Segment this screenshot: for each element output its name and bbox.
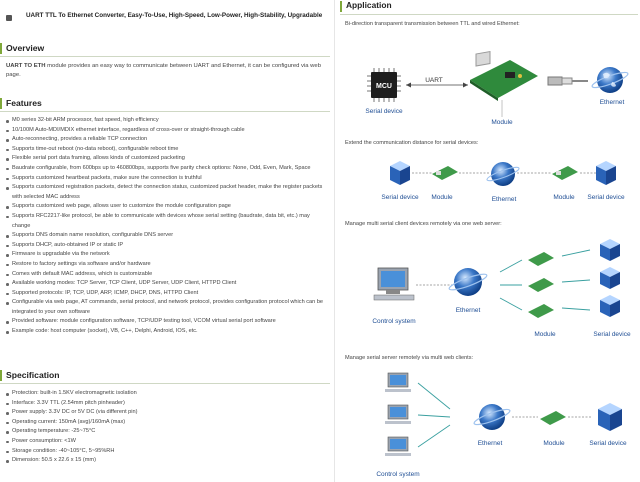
specification-heading-text: Specification bbox=[6, 370, 60, 380]
computer-icon bbox=[374, 268, 414, 300]
spec-item: Interface: 3.3V TTL (2.54mm pitch pinheader) bbox=[6, 399, 328, 409]
cube-icon bbox=[390, 161, 410, 185]
caption-4: Manage serial server remotely via multi web clients: bbox=[345, 355, 474, 361]
feature-item: Flexible serial port data framing, allows kinds of customized packeting bbox=[6, 154, 328, 164]
module-label: Module bbox=[543, 440, 565, 447]
module-label: Module bbox=[534, 331, 556, 338]
module-board-icon bbox=[432, 166, 458, 180]
arrow-group bbox=[500, 260, 522, 310]
application-heading bbox=[340, 0, 638, 15]
feature-item: Auto-reconnecting, provides a reliable TCP connection bbox=[6, 135, 328, 145]
globe-icon bbox=[473, 404, 511, 430]
module-board-icon bbox=[528, 304, 554, 318]
globe-icon bbox=[591, 67, 629, 93]
uart-label: UART bbox=[425, 77, 443, 84]
heading-accent-bar bbox=[0, 98, 2, 109]
control-system-label: Control system bbox=[372, 318, 416, 325]
ethernet-cable-icon bbox=[548, 77, 588, 85]
overview-heading bbox=[0, 42, 330, 57]
features-heading-text: Features bbox=[6, 98, 42, 108]
spec-item: Dimension: 50.5 x 22.6 x 15 (mm) bbox=[6, 456, 328, 466]
specification-heading bbox=[0, 369, 330, 384]
serial-device-label: Serial device bbox=[587, 194, 625, 201]
feature-item: Supports RFC2217-like protocol, be able to communicate with devices whose serial setting (baudrate, data bit, etc.) may change bbox=[6, 212, 328, 231]
feature-item: Supports DHCP, auto-obtained IP or static IP bbox=[6, 241, 328, 251]
spec-item: Operating current: 150mA (avg)/160mA (max) bbox=[6, 418, 328, 428]
heading-accent-bar bbox=[340, 1, 342, 12]
diagram-multi-web-client bbox=[340, 365, 640, 480]
cube-icon bbox=[600, 267, 620, 289]
product-title: UART TTL To Ethernet Converter, Easy-To-Use, High-Speed, Low-Power, High-Stability, Upgradable bbox=[26, 12, 323, 19]
feature-item: M0 series 32-bit ARM processor, fast speed, high efficiency bbox=[6, 116, 328, 126]
cube-icon bbox=[596, 161, 616, 185]
product-title-row bbox=[0, 12, 332, 26]
cube-icon bbox=[600, 295, 620, 317]
feature-item: Configurable via web page, AT commands, serial protocol, and network protocol, provides configuration protocol which can be integrated to your own software bbox=[6, 298, 328, 317]
spec-item: Storage condition: -40~105°C, 5~95%RH bbox=[6, 447, 328, 457]
heading-accent-bar bbox=[0, 370, 2, 381]
globe-icon bbox=[486, 162, 520, 186]
globe-icon bbox=[448, 268, 488, 296]
bullet-icon bbox=[6, 15, 12, 21]
computer-icon bbox=[385, 437, 411, 456]
overview-rest: module provides an easy way to communicate between UART and Ethernet, it can be configured via web page. bbox=[6, 63, 321, 78]
feature-item: Restore to factory settings via software and/or hardware bbox=[6, 260, 328, 270]
feature-item: Supported protocols: IP, TCP, UDP, ARP, ICMP, DHCP, DNS, HTTPD Client bbox=[6, 289, 328, 299]
module-board-icon bbox=[552, 166, 578, 180]
arrow-head-icon bbox=[463, 83, 468, 88]
control-system-label: Control system bbox=[376, 471, 420, 478]
feature-item: Provided software: module configuration software, TCP/UDP testing tool, VCOM virtual serial port software bbox=[6, 317, 328, 327]
mcu-label: MCU bbox=[376, 83, 392, 90]
feature-item: Comes with default MAC address, which is customizable bbox=[6, 270, 328, 280]
diagram-ttl-ethernet bbox=[340, 30, 640, 130]
module-board-icon bbox=[540, 411, 566, 425]
module-board-icon bbox=[528, 278, 554, 292]
application-heading-text: Application bbox=[346, 0, 392, 10]
feature-item: Example code: host computer (socket), VB, C++, Delphi, Android, IOS, etc. bbox=[6, 327, 328, 337]
serial-device-label: Serial device bbox=[381, 194, 419, 201]
module-label: Module bbox=[491, 119, 513, 126]
diagram-multi-client bbox=[340, 230, 640, 350]
cube-icon bbox=[600, 239, 620, 261]
feature-item: Supports customized heartbeat packets, make sure the connection is truthful bbox=[6, 174, 328, 184]
arrow-group bbox=[562, 250, 590, 310]
cube-icon bbox=[598, 403, 622, 431]
serial-device-label: Serial device bbox=[589, 440, 627, 447]
heading-accent-bar bbox=[0, 43, 2, 54]
ethernet-label: Ethernet bbox=[455, 307, 481, 314]
serial-device-label: Serial device bbox=[593, 331, 631, 338]
spec-item: Power supply: 3.3V DC or 5V DC (via different pin) bbox=[6, 408, 328, 418]
ethernet-label: Ethernet bbox=[477, 440, 503, 447]
feature-item: Supports customized web page, allows user to customize the module configuration page bbox=[6, 202, 328, 212]
mcu-chip-icon bbox=[367, 68, 401, 102]
arrow-group bbox=[418, 383, 450, 447]
ethernet-label: Ethernet bbox=[599, 99, 625, 106]
feature-item: Baudrate configurable, from 600bps up to 460800bps, supports five parity check options: None, Odd, Even, Mark, Space bbox=[6, 164, 328, 174]
module-label: Module bbox=[431, 194, 453, 201]
features-list bbox=[6, 116, 328, 337]
feature-item: Supports DNS domain name resolution, configurable DNS server bbox=[6, 231, 328, 241]
caption-3: Manage multi serial client devices remotely via one web server: bbox=[345, 221, 502, 227]
spec-item: Operating temperature: -25~75°C bbox=[6, 427, 328, 437]
arrow-head-icon bbox=[406, 83, 411, 88]
feature-item: 10/100M Auto-MDI/MDIX ethernet interface, regardless of cross-over or straight-through cable bbox=[6, 126, 328, 136]
module-label: Module bbox=[553, 194, 575, 201]
module-board-icon bbox=[528, 252, 554, 266]
spec-item: Protection: built-in 1.5KV electromagnetic isolation bbox=[6, 389, 328, 399]
features-heading bbox=[0, 97, 330, 112]
feature-item: Available working modes: TCP Server, TCP Client, UDP Server, UDP Client, HTTPD Client bbox=[6, 279, 328, 289]
specification-list bbox=[6, 389, 328, 466]
caption-2: Extend the communication distance for serial devices: bbox=[345, 140, 479, 146]
computer-icon bbox=[385, 405, 411, 424]
feature-item: Supports customized registration packets, detect the connection status, customized packet header, make the register packets with selected MAC address bbox=[6, 183, 328, 202]
column-divider bbox=[334, 0, 335, 482]
caption-1: Bi-direction transparent transmission between TTL and wired Ethernet: bbox=[345, 21, 520, 27]
feature-item: Supports time-out reboot (no-data reboot), configurable reboot time bbox=[6, 145, 328, 155]
feature-item: Firmware is upgradable via the network bbox=[6, 250, 328, 260]
overview-heading-text: Overview bbox=[6, 43, 45, 53]
ethernet-label: Ethernet bbox=[491, 196, 517, 203]
computer-icon bbox=[385, 373, 411, 392]
serial-device-label: Serial device bbox=[365, 108, 403, 115]
module-board-icon bbox=[470, 52, 538, 101]
overview-bold: UART TO ETH bbox=[6, 63, 46, 69]
right-column bbox=[340, 0, 640, 482]
diagram-extend-distance bbox=[340, 152, 640, 212]
spec-item: Power consumption: <1W bbox=[6, 437, 328, 447]
overview-text bbox=[6, 62, 324, 80]
